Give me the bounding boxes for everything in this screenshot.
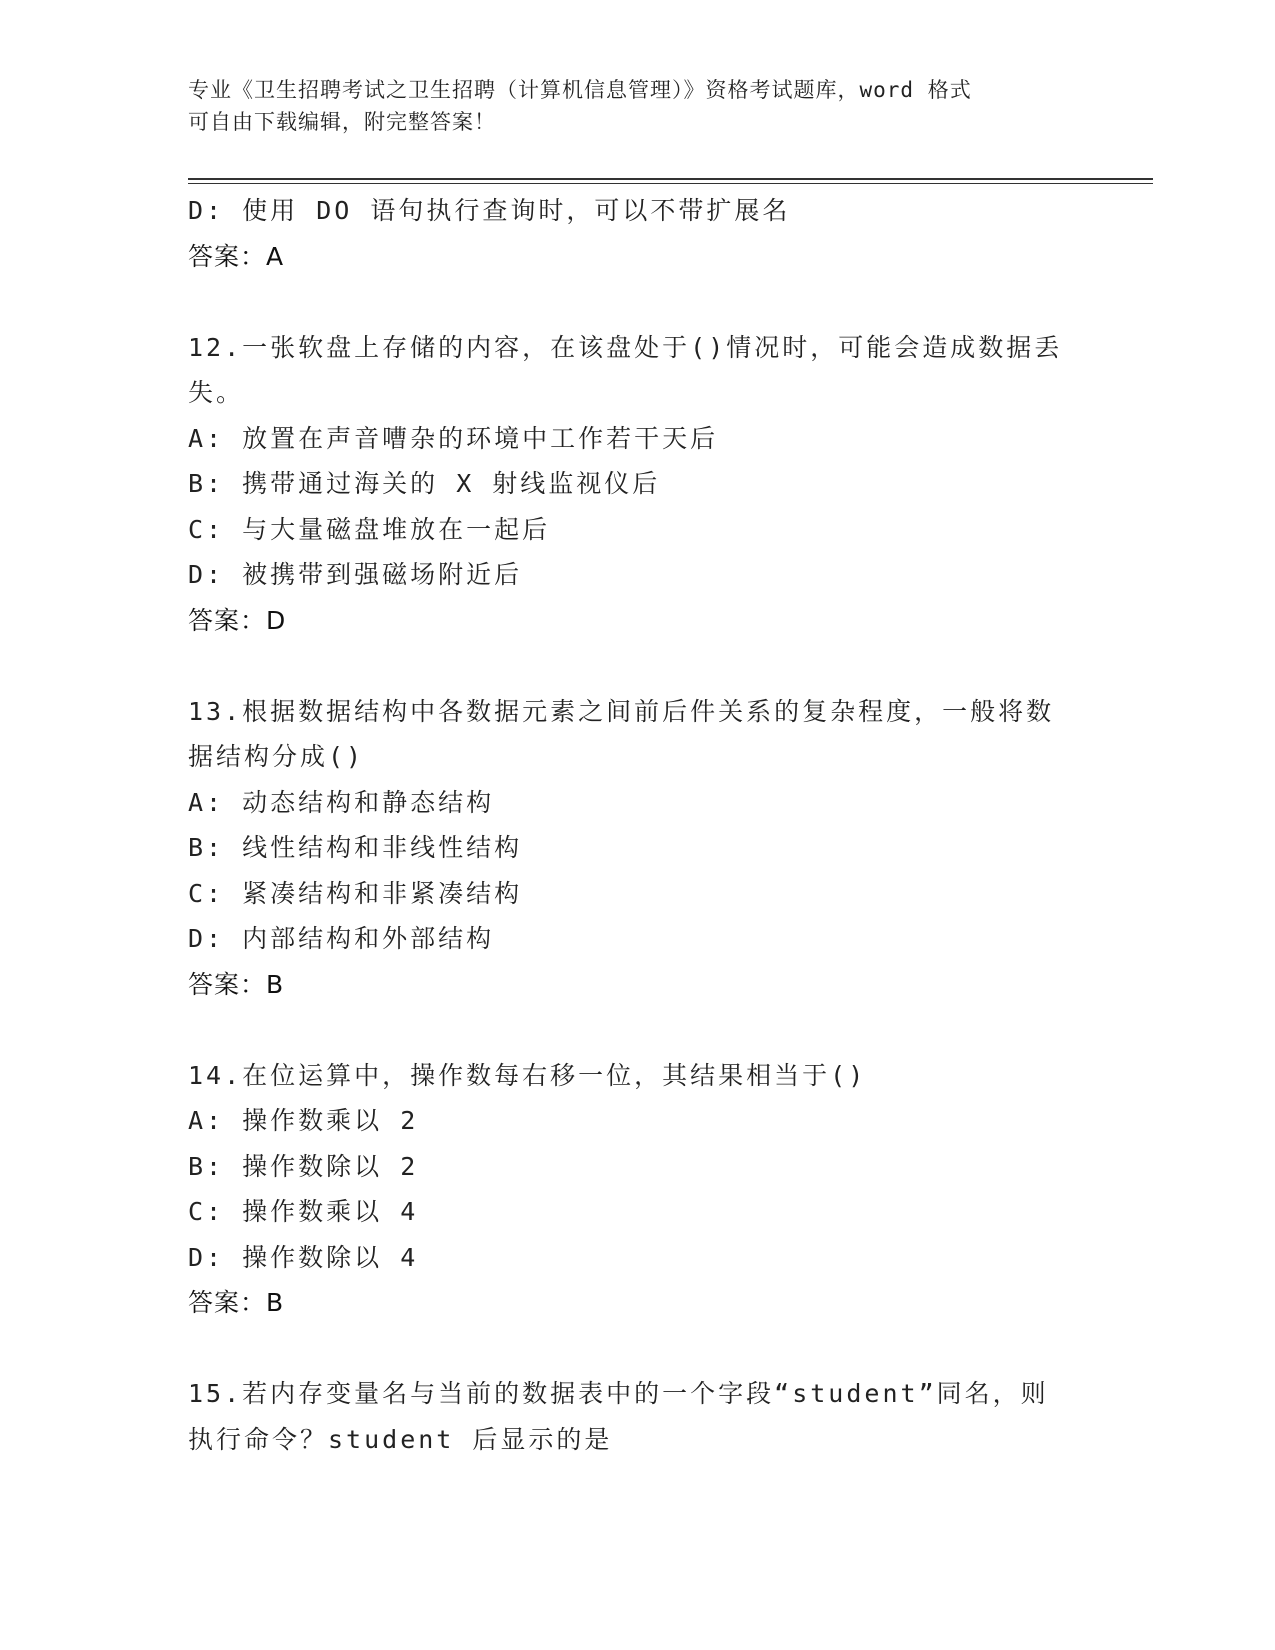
- option-d: D: 内部结构和外部结构: [188, 924, 495, 953]
- header-divider-thick: [188, 178, 1153, 180]
- answer-line: 答案：D: [188, 605, 287, 635]
- option-a: A: 动态结构和静态结构: [188, 787, 495, 817]
- option-a: A: 放置在声音嘈杂的环境中工作若干天后: [188, 423, 719, 453]
- question-12: [188, 325, 1088, 644]
- option-b: B: 携带通过海关的 X 射线监视仪后: [188, 469, 661, 498]
- question-stem-continued: 失。: [188, 378, 245, 407]
- document-header: [188, 74, 1068, 138]
- option-b: B: 操作数除以 2: [188, 1151, 419, 1181]
- option-c: C: 与大量磁盘堆放在一起后: [188, 514, 551, 544]
- header-title-line-1: 专业《卫生招聘考试之卫生招聘（计算机信息管理）》资格考试题库，word 格式: [188, 78, 972, 102]
- answer-line: 答案：A: [188, 241, 285, 271]
- option-b: B: 线性结构和非线性结构: [188, 833, 523, 862]
- question-stem: 13.根据数据结构中各数据元素之间前后件关系的复杂程度，一般将数: [188, 696, 1055, 726]
- question-14: [188, 1053, 1088, 1326]
- option-a: A: 操作数乘以 2: [188, 1106, 419, 1135]
- option-d: D: 操作数除以 4: [188, 1242, 419, 1272]
- header-title-line-2: 可自由下载编辑，附完整答案！: [188, 110, 496, 134]
- spacer: [188, 1326, 1088, 1372]
- question-stem: 12.一张软盘上存储的内容，在该盘处于()情况时，可能会造成数据丢: [188, 332, 1063, 362]
- option-d: D: 使用 DO 语句执行查询时，可以不带扩展名: [188, 196, 791, 225]
- option-c: C: 紧凑结构和非紧凑结构: [188, 878, 523, 908]
- question-content: [188, 188, 1088, 1462]
- question-stem: 15.若内存变量名与当前的数据表中的一个字段“student”同名，则: [188, 1379, 1049, 1408]
- option-d: D: 被携带到强磁场附近后: [188, 560, 523, 589]
- option-c: C: 操作数乘以 4: [188, 1197, 419, 1226]
- spacer: [188, 643, 1088, 689]
- header-divider-thin: [188, 183, 1153, 184]
- question-stem: 14.在位运算中，操作数每右移一位，其结果相当于(): [188, 1060, 867, 1090]
- previous-question-tail: [188, 188, 1088, 279]
- question-stem-continued: 据结构分成(): [188, 742, 365, 771]
- answer-line: 答案：B: [188, 1288, 285, 1317]
- question-stem-continued: 执行命令？student 后显示的是: [188, 1424, 613, 1454]
- question-15: [188, 1371, 1088, 1462]
- answer-line: 答案：B: [188, 969, 285, 999]
- question-13: [188, 689, 1088, 1008]
- spacer: [188, 1007, 1088, 1053]
- spacer: [188, 279, 1088, 325]
